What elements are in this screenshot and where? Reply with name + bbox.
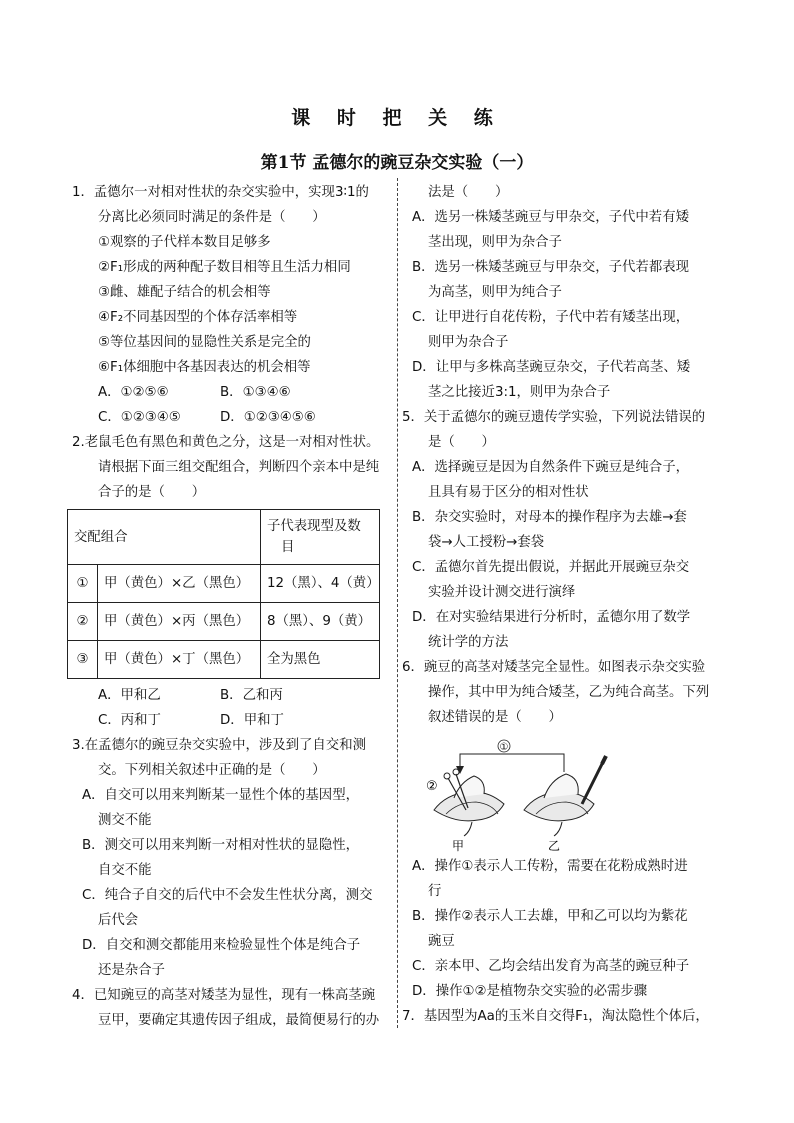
page-title: 课 时 把 关 练	[291, 107, 503, 129]
table-cell: 甲（黄色）×丙（黑色）	[98, 603, 261, 641]
pollination-diagram	[416, 732, 636, 852]
question-line: 叙述错误的是（ ）	[428, 710, 562, 725]
option-line: A．选择豌豆是因为自然条件下豌豆是纯合子，	[412, 460, 689, 475]
arrow-head-icon	[456, 766, 464, 774]
option-line: 自交不能	[98, 863, 152, 878]
table-cell: 甲（黄色）×乙（黑色）	[98, 565, 261, 603]
option-line: 还是杂合子	[98, 963, 165, 978]
question-4	[72, 983, 390, 1033]
cross-table	[67, 509, 380, 679]
question-line: 请根据下面三组交配组合，判断四个亲本中是纯	[98, 460, 380, 475]
table-cell: 8（黑）、9（黄）	[261, 603, 380, 641]
question-line: 交。下列相关叙述中正确的是（ ）	[98, 763, 326, 778]
label-jia: 甲	[451, 839, 465, 852]
option-line: B．操作②表示人工去雄，甲和乙可以均为紫花	[412, 909, 688, 924]
table-row	[68, 565, 380, 603]
option-line: 且具有易于区分的相对性状	[428, 485, 589, 500]
question-line: 3.在孟德尔的豌豆杂交实验中，涉及到了自交和测	[72, 738, 366, 753]
question-line: 4．已知豌豆的高茎对矮茎为显性，现有一株高茎豌	[72, 988, 376, 1003]
table-cell: ②	[68, 603, 98, 641]
question-line: 1．孟德尔一对相对性状的杂交实验中，实现3∶1的	[72, 185, 369, 200]
question-line: 豆甲，要确定其遗传因子组成，最简便易行的办	[98, 1013, 380, 1028]
section-title: 第1节 孟德尔的豌豆杂交实验（一）	[260, 153, 534, 173]
table-cell: 全为黑色	[261, 641, 380, 679]
step1-label: ①	[499, 742, 509, 753]
option-line: C．孟德尔首先提出假说，并据此开展豌豆杂交	[412, 560, 690, 575]
option-line: C．纯合子自交的后代中不会发生性状分离，测交	[82, 888, 373, 903]
option-line: C．亲本甲、乙均会结出发育为高茎的豌豆种子	[412, 959, 690, 974]
label-yi: 乙	[547, 839, 561, 852]
option-line: 则甲为杂合子	[428, 335, 509, 350]
question-6	[402, 655, 724, 1004]
option-line: 茎之比接近3:1，则甲为杂合子	[428, 385, 611, 400]
right-column	[402, 180, 724, 1029]
option-line: 测交不能	[98, 813, 152, 828]
option-c: C．丙和丁	[98, 713, 161, 728]
step2-label: ②	[426, 779, 438, 794]
question-line: 7．基因型为Aa的玉米自交得F₁，淘汰隐性个体后，	[402, 1009, 709, 1024]
question-line: 是（ ）	[428, 435, 495, 450]
option-line: A．自交可以用来判断某一显性个体的基因型，	[82, 788, 359, 803]
table-cell: 12（黑）、4（黄）	[261, 565, 380, 603]
option-a: A．甲和乙	[98, 688, 161, 703]
transfer-arrow-path	[460, 754, 564, 772]
question-line: 2.老鼠毛色有黑色和黄色之分，这是一对相对性状。	[72, 435, 380, 450]
left-column	[72, 180, 390, 1033]
question-4-continued	[402, 180, 724, 405]
table-row	[68, 641, 380, 679]
option-d: D．甲和丁	[220, 713, 284, 728]
condition-item: ⑤等位基因间的显隐性关系是完全的	[98, 335, 311, 350]
table-header-cell	[261, 510, 380, 565]
option-b: B．乙和丙	[220, 688, 283, 703]
option-line: 后代会	[98, 913, 139, 928]
table-cell: ①	[68, 565, 98, 603]
option-line: B．选另一株矮茎豌豆与甲杂交，子代若都表现	[412, 260, 689, 275]
option-line: 统计学的方法	[428, 635, 509, 650]
question-line: 合子的是（ ）	[98, 485, 206, 500]
option-line: 豌豆	[428, 934, 455, 949]
option-line: 袋→人工授粉→套袋	[428, 535, 545, 550]
question-line: 5．关于孟德尔的豌豆遗传学实验，下列说法错误的	[402, 410, 706, 425]
question-line: 法是（ ）	[428, 185, 509, 200]
question-line: 操作，其中甲为纯合矮茎，乙为纯合高茎。下列	[428, 685, 710, 700]
question-7	[402, 1004, 724, 1029]
condition-item: ④F₂不同基因型的个体存活率相等	[98, 310, 298, 325]
option-line: D．自交和测交都能用来检验显性个体是纯合子	[82, 938, 361, 953]
option-line: D．让甲与多株高茎豌豆杂交，子代若高茎、矮	[412, 360, 691, 375]
condition-item: ②F₁形成的两种配子数目相等且生活力相同	[98, 260, 351, 275]
question-1	[72, 180, 390, 430]
question-line: 6．豌豆的高茎对矮茎完全显性。如图表示杂交实验	[402, 660, 706, 675]
table-header-row	[68, 510, 380, 565]
header-text: 子代表现型及数	[267, 519, 361, 534]
flower-jia-icon	[434, 769, 504, 836]
pollination-figure	[416, 732, 724, 852]
option-line: B．杂交实验时，对母本的操作程序为去雄→套	[412, 510, 687, 525]
column-divider	[397, 178, 398, 1028]
option-line: D．操作①②是植物杂交实验的必需步骤	[412, 984, 648, 999]
question-3	[72, 733, 390, 983]
question-5	[402, 405, 724, 655]
option-line: 实验并设计测交进行演绎	[428, 585, 576, 600]
header-text: 目	[281, 540, 295, 555]
table-cell: ③	[68, 641, 98, 679]
table-header-cell: 交配组合	[68, 510, 261, 565]
option-line: C．让甲进行自花传粉，子代中若有矮茎出现，	[412, 310, 690, 325]
condition-item: ①观察的子代样本数目足够多	[98, 235, 271, 250]
option-line: 为高茎，则甲为纯合子	[428, 285, 562, 300]
condition-item: ⑥F₁体细胞中各基因表达的机会相等	[98, 360, 311, 375]
option-line: 行	[428, 884, 442, 899]
option-line: A．操作①表示人工传粉，需要在花粉成熟时进	[412, 859, 688, 874]
table-cell: 甲（黄色）×丁（黑色）	[98, 641, 261, 679]
table-row	[68, 603, 380, 641]
option-c: C．①②③④⑤	[98, 410, 181, 425]
option-line: 茎出现，则甲为杂合子	[428, 235, 562, 250]
question-2	[72, 430, 390, 733]
option-line: B．测交可以用来判断一对相对性状的显隐性，	[82, 838, 359, 853]
option-line: A．选另一株矮茎豌豆与甲杂交，子代中若有矮	[412, 210, 689, 225]
condition-item: ③雌、雄配子结合的机会相等	[98, 285, 271, 300]
flower-yi-icon	[524, 756, 606, 836]
option-a: A．①②⑤⑥	[98, 385, 169, 400]
question-line: 分离比必须同时满足的条件是（ ）	[98, 210, 326, 225]
option-line: D．在对实验结果进行分析时，孟德尔用了数学	[412, 610, 691, 625]
option-d: D．①②③④⑤⑥	[220, 410, 316, 425]
option-b: B．①③④⑥	[220, 385, 291, 400]
